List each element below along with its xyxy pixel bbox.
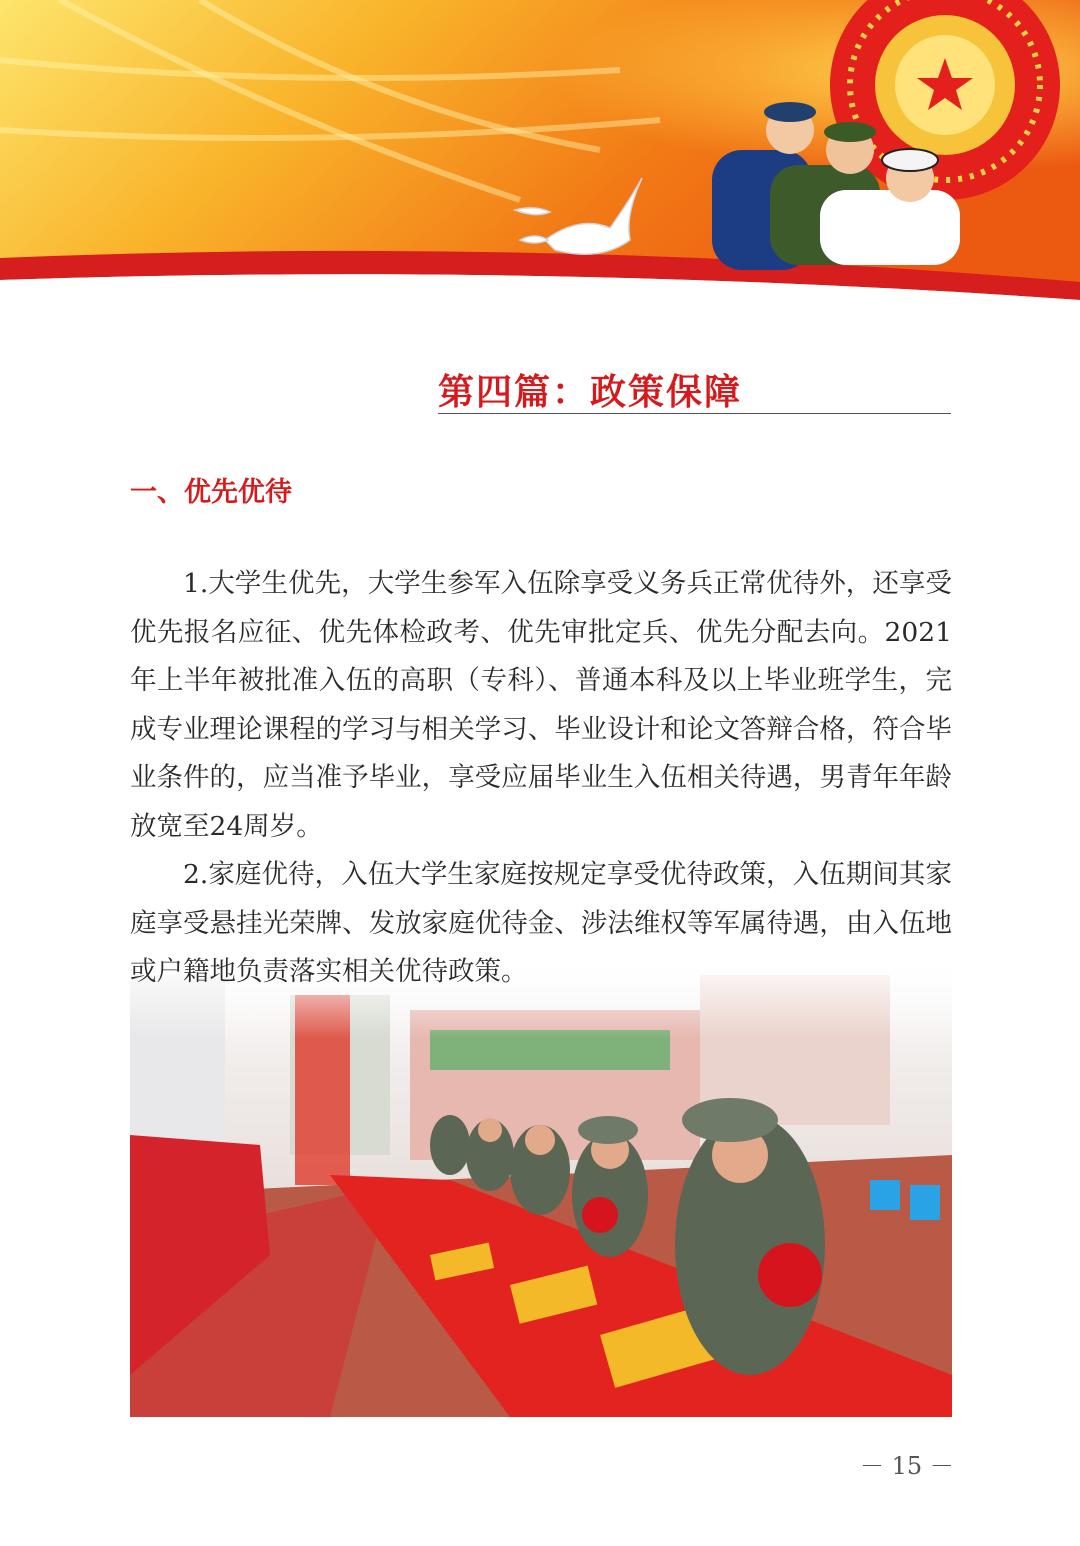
- page-number: － 15 －: [860, 1452, 954, 1480]
- recruits-signing-photo: [130, 955, 952, 1417]
- chapter-title: 第四篇：政策保障: [438, 372, 743, 413]
- header-banner: [0, 0, 1080, 300]
- title-underline: [438, 413, 951, 414]
- paragraph-2: 2.家庭优待，入伍大学生家庭按规定享受优待政策，入伍期间其家庭享受悬挂光荣牌、发放家庭优待金、涉法维权等军属待遇，由入伍地或户籍地负责落实相关优待政策。: [130, 859, 952, 987]
- body-text: [130, 560, 952, 997]
- section-heading: 一、优先优待: [130, 477, 292, 508]
- paragraph-1: 1.大学生优先，大学生参军入伍除享受义务兵正常优待外，还享受优先报名应征、优先体检政考、优先审批定兵、优先分配去向。2021年上半年被批准入伍的高职（专科）、普通本科及以上毕业班学生，完成专业理论课程的学习与相关学习、毕业设计和论文答辩合格，符合毕业条件的，应当准予毕业，享受应届毕业生入伍相关待遇，男青年年龄放宽至24周岁。: [130, 568, 952, 842]
